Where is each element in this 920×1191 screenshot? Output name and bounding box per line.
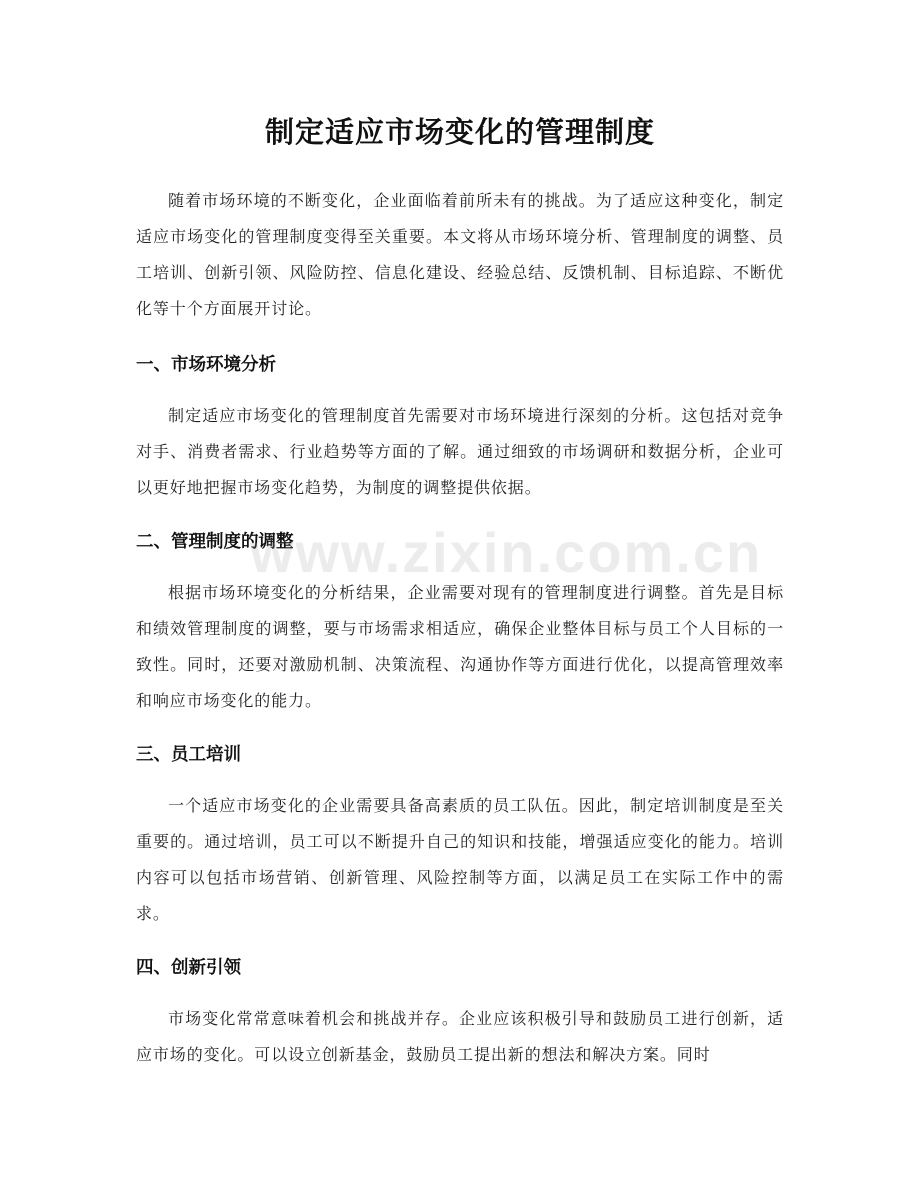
intro-paragraph: 随着市场环境的不断变化，企业面临着前所未有的挑战。为了适应这种变化，制定适应市场变化的管理制度变得至关重要。本文将从市场环境分析、管理制度的调整、员工培训、创新引领、风险防控、信息化建设、经验总结、反馈机制、目标追踪、不断优化等十个方面展开讨论。	[136, 191, 784, 318]
document-title: 制定适应市场变化的管理制度	[264, 115, 655, 149]
section-heading-innovation: 四、创新引领	[136, 958, 241, 978]
section-heading-system-adjustment: 二、管理制度的调整	[136, 532, 294, 552]
section-body-innovation: 市场变化常常意味着机会和挑战并存。企业应该积极引导和鼓励员工进行创新，适应市场的变化。可以设立创新基金，鼓励员工提出新的想法和解决方案。同时	[136, 1009, 784, 1064]
section-heading-staff-training: 三、员工培训	[136, 745, 241, 765]
document-content	[136, 108, 784, 1073]
section-heading-market-analysis: 一、市场环境分析	[136, 355, 276, 375]
section-body-system-adjustment: 根据市场环境变化的分析结果，企业需要对现有的管理制度进行调整。首先是目标和绩效管理制度的调整，要与市场需求相适应，确保企业整体目标与员工个人目标的一致性。同时，还要对激励机制、决策流程、沟通协作等方面进行优化，以提高管理效率和响应市场变化的能力。	[136, 583, 784, 710]
section-body-staff-training: 一个适应市场变化的企业需要具备高素质的员工队伍。因此，制定培训制度是至关重要的。通过培训，员工可以不断提升自己的知识和技能，增强适应变化的能力。培训内容可以包括市场营销、创新管理、风险控制等方面，以满足员工在实际工作中的需求。	[136, 796, 784, 923]
section-body-market-analysis: 制定适应市场变化的管理制度首先需要对市场环境进行深刻的分析。这包括对竞争对手、消费者需求、行业趋势等方面的了解。通过细致的市场调研和数据分析，企业可以更好地把握市场变化趋势，为制度的调整提供依据。	[136, 406, 784, 497]
watermark: www.zixin.com.cn	[250, 521, 763, 584]
